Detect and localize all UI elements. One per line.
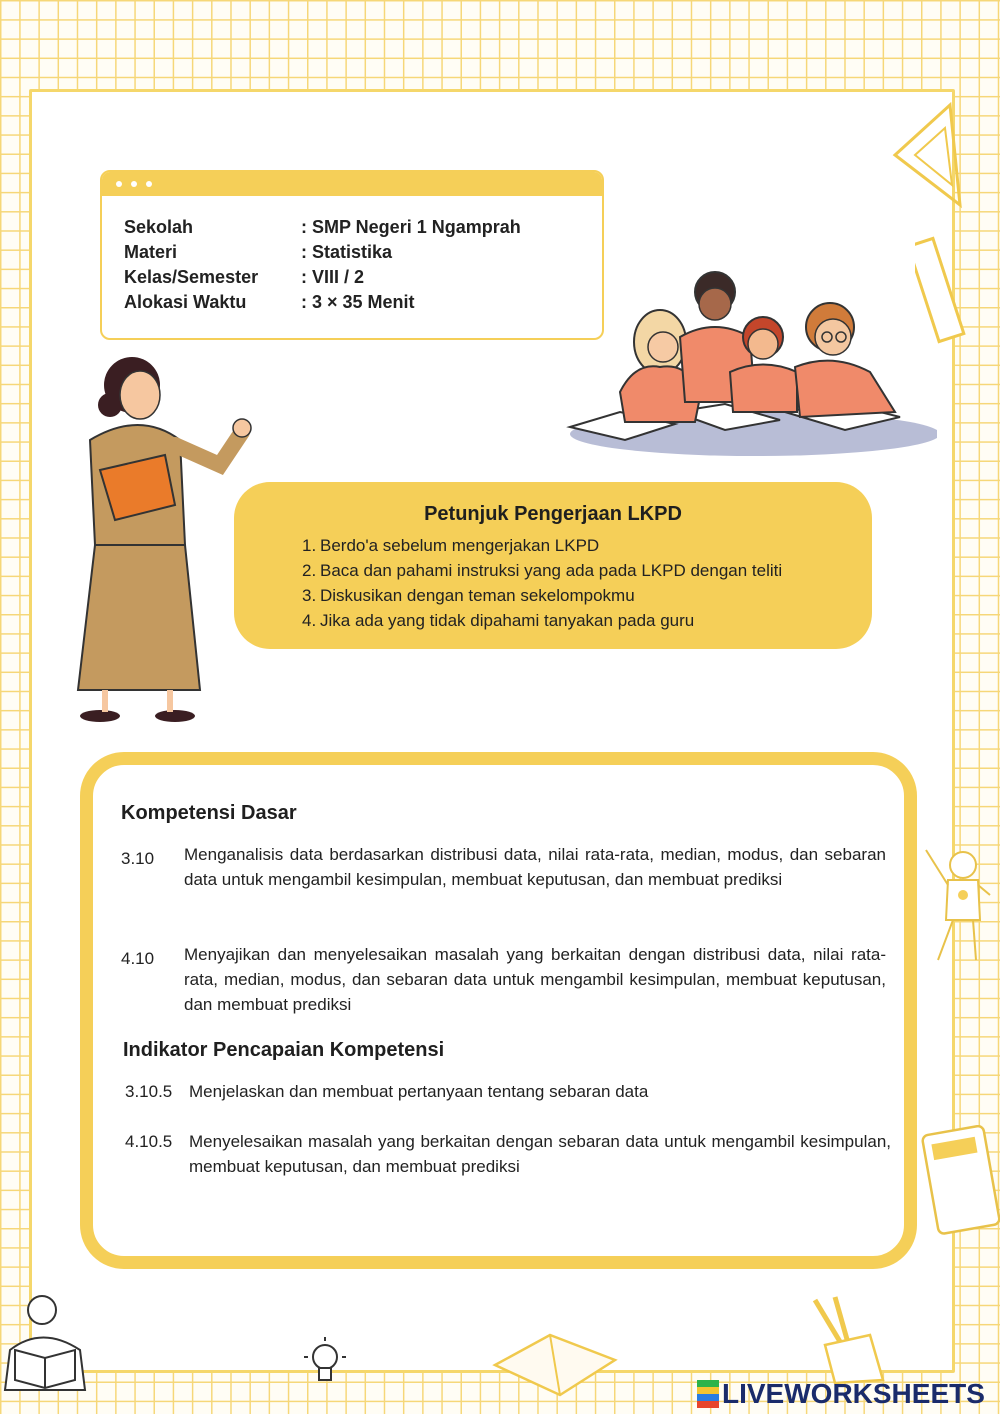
instruction-text: Berdo'a sebelum mengerjakan LKPD bbox=[320, 536, 600, 555]
competency-card bbox=[80, 752, 917, 1269]
open-book-icon bbox=[490, 1320, 620, 1400]
instruction-text: Baca dan pahami instruksi yang ada pada LKPD dengan teliti bbox=[320, 561, 783, 580]
instruction-number: 4. bbox=[302, 611, 317, 630]
indikator-title: Indikator Pencapaian Kompetensi bbox=[123, 1039, 445, 1061]
school-info-card bbox=[100, 170, 604, 340]
instructions-title: Petunjuk Pengerjaan LKPD bbox=[424, 503, 682, 525]
kompetensi-dasar-title: Kompetensi Dasar bbox=[121, 802, 297, 824]
kd-text: Menyajikan dan menyelesaikan masalah yang berkaitan dengan distribusi data, nilai rata-rata, median, modus, dan sebaran data untuk mengambil kesimpulan, membuat keputusan, dan membuat prediksi bbox=[184, 945, 886, 1014]
window-titlebar bbox=[102, 172, 602, 196]
info-value: : SMP Negeri 1 Ngamprah bbox=[301, 217, 521, 237]
liveworksheets-logo bbox=[697, 1378, 985, 1410]
indikator-code: 4.10.5 bbox=[125, 1132, 173, 1151]
kd-text: Menganalisis data berdasarkan distribusi data, nilai rata-rata, median, modus, dan sebaran data untuk mengambil kesimpulan, membuat keputusan, dan membuat prediksi bbox=[184, 845, 886, 889]
info-value: : VIII / 2 bbox=[301, 267, 365, 287]
students-illustration bbox=[565, 262, 937, 462]
calculator-icon bbox=[920, 1125, 1000, 1235]
info-value: : 3 × 35 Menit bbox=[301, 292, 415, 312]
reading-man-icon bbox=[0, 1290, 110, 1400]
indikator-code: 3.10.5 bbox=[125, 1082, 173, 1101]
info-label: Alokasi Waktu bbox=[124, 292, 247, 312]
instruction-item bbox=[302, 536, 599, 556]
instruction-item bbox=[302, 586, 635, 606]
child-icon bbox=[918, 840, 993, 970]
dot-icon bbox=[131, 181, 137, 187]
info-label: Kelas/Semester bbox=[124, 267, 259, 287]
instructions-panel bbox=[234, 482, 872, 649]
triangle-ruler-icon bbox=[890, 100, 970, 210]
kd-code: 3.10 bbox=[121, 849, 155, 868]
info-row-sekolah bbox=[124, 217, 521, 238]
logo-badge bbox=[697, 1380, 719, 1408]
instruction-text: Jika ada yang tidak dipahami tanyakan pada guru bbox=[320, 611, 695, 630]
lightbulb-icon bbox=[298, 1335, 353, 1395]
teacher-illustration bbox=[70, 350, 260, 730]
instruction-text: Diskusikan dengan teman sekelompokmu bbox=[320, 586, 635, 605]
indikator-text: Menyelesaikan masalah yang berkaitan dengan sebaran data untuk mengambil kesimpulan, membuat keputusan, dan membuat prediksi bbox=[189, 1132, 891, 1176]
indikator-text: Menjelaskan dan membuat pertanyaan tentang sebaran data bbox=[189, 1082, 649, 1101]
kd-code: 4.10 bbox=[121, 949, 155, 968]
instruction-number: 2. bbox=[302, 561, 317, 580]
info-row-kelas bbox=[124, 267, 364, 288]
info-row-materi bbox=[124, 242, 392, 263]
info-label: Materi bbox=[124, 242, 178, 262]
instruction-number: 3. bbox=[302, 586, 317, 605]
instruction-item bbox=[302, 611, 694, 631]
pencil-cup-icon bbox=[795, 1295, 895, 1385]
info-value: : Statistika bbox=[301, 242, 393, 262]
info-row-alokasi bbox=[124, 292, 415, 313]
logo-text: LIVEWORKSHEETS bbox=[722, 1378, 985, 1409]
instruction-item bbox=[302, 561, 782, 581]
info-label: Sekolah bbox=[124, 217, 194, 237]
dot-icon bbox=[116, 181, 122, 187]
dot-icon bbox=[146, 181, 152, 187]
instruction-number: 1. bbox=[302, 536, 317, 555]
